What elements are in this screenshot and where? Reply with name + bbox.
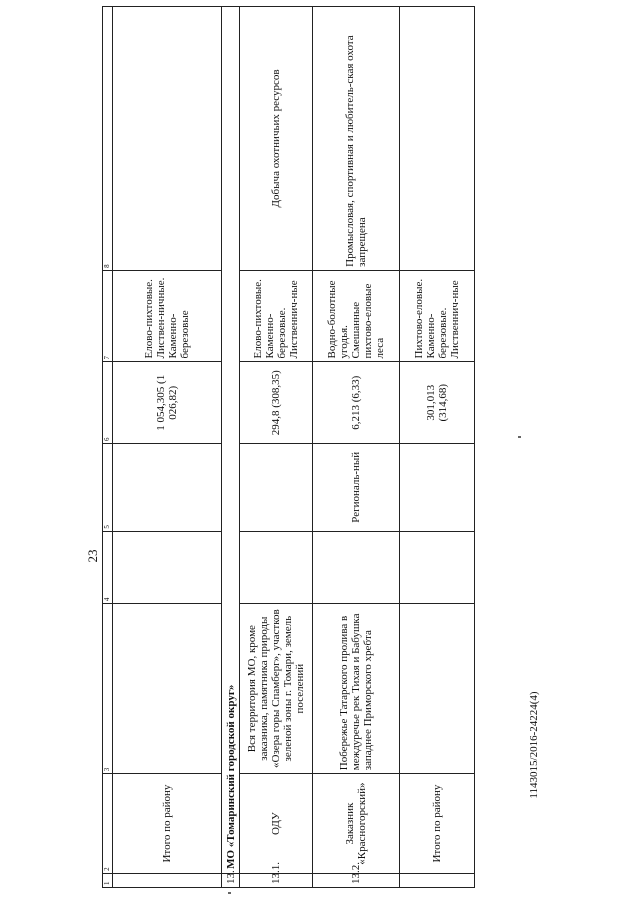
cell-4 (240, 531, 313, 603)
cell-num (113, 873, 222, 887)
cell-note (400, 7, 475, 271)
cell-num (400, 873, 475, 887)
cell-note: Добыча охотничьих ресурсов (240, 7, 313, 271)
cell-location: Побережье Татарского пролива в междуречье рек Тихая и Бабушка западнее Приморского хребта (313, 604, 400, 774)
cell-area: 1 054,305 (1 026,82) (113, 362, 222, 444)
cell-area: 301,013 (314,68) (400, 362, 475, 444)
cell-4 (313, 531, 400, 603)
cell-location: Вся территория МО, кроме заказника, памятника природы «Озера горы Спамберг», участков зеленой зоны г. Томари, земель поселений (240, 604, 313, 774)
cell-4 (113, 531, 222, 603)
cell-status (400, 444, 475, 532)
cell-status: Региональ-ный (313, 444, 400, 532)
col-header-7: 7 (103, 270, 113, 362)
cell-num: 13.1. (240, 873, 313, 887)
cell-location (113, 604, 222, 774)
section-title: МО «Томаринский городской округ» (222, 7, 240, 874)
table-row-total-previous (113, 7, 222, 888)
col-header-3: 3 (103, 604, 113, 774)
cell-area: 6,213 (6,33) (313, 362, 400, 444)
cell-name: ОДУ (240, 774, 313, 874)
cell-area: 294,8 (308,35) (240, 362, 313, 444)
cell-status (113, 444, 222, 532)
cell-forest-type: Водно-болотные угодья. Смешанные пихтово-еловые леса (313, 270, 400, 362)
cell-status (240, 444, 313, 532)
table-row-13-2 (313, 7, 400, 888)
col-header-1: 1 (103, 873, 113, 887)
cell-name: Заказник «Красногорский» (313, 774, 400, 874)
scan-speck (228, 892, 231, 894)
col-header-6: 6 (103, 362, 113, 444)
page-number: 23 (85, 549, 100, 563)
cell-name: Итого по району (113, 774, 222, 874)
col-header-4: 4 (103, 531, 113, 603)
cell-4 (400, 531, 475, 603)
scan-speck (518, 436, 521, 438)
hunting-grounds-table (102, 6, 475, 888)
cell-forest-type: Елово-пихтовые. Листвен-ничные. Каменно-березовые (113, 270, 222, 362)
col-header-2: 2 (103, 774, 113, 874)
cell-num: 13.2. (313, 873, 400, 887)
cell-forest-type: Елово-пихтовые. Каменно-березовые. Лиственнич-ные (240, 270, 313, 362)
section-row (222, 7, 240, 888)
cell-note (113, 7, 222, 271)
section-number: 13. (222, 873, 240, 887)
cell-location (400, 604, 475, 774)
col-header-8: 8 (103, 7, 113, 271)
footer-document-code: 1143015/2016-24224(4) (528, 691, 540, 799)
cell-forest-type: Пихтово-еловые. Каменно-березовые. Лиственнич-ные (400, 270, 475, 362)
cell-name: Итого по району (400, 774, 475, 874)
col-header-5: 5 (103, 444, 113, 532)
column-number-row (103, 7, 113, 888)
table-row-13-1 (240, 7, 313, 888)
table-row-total-13 (400, 7, 475, 888)
cell-note: Промысловая, спортивная и любитель-ская охота запрещена (313, 7, 400, 271)
rotated-table-sheet (102, 6, 461, 888)
